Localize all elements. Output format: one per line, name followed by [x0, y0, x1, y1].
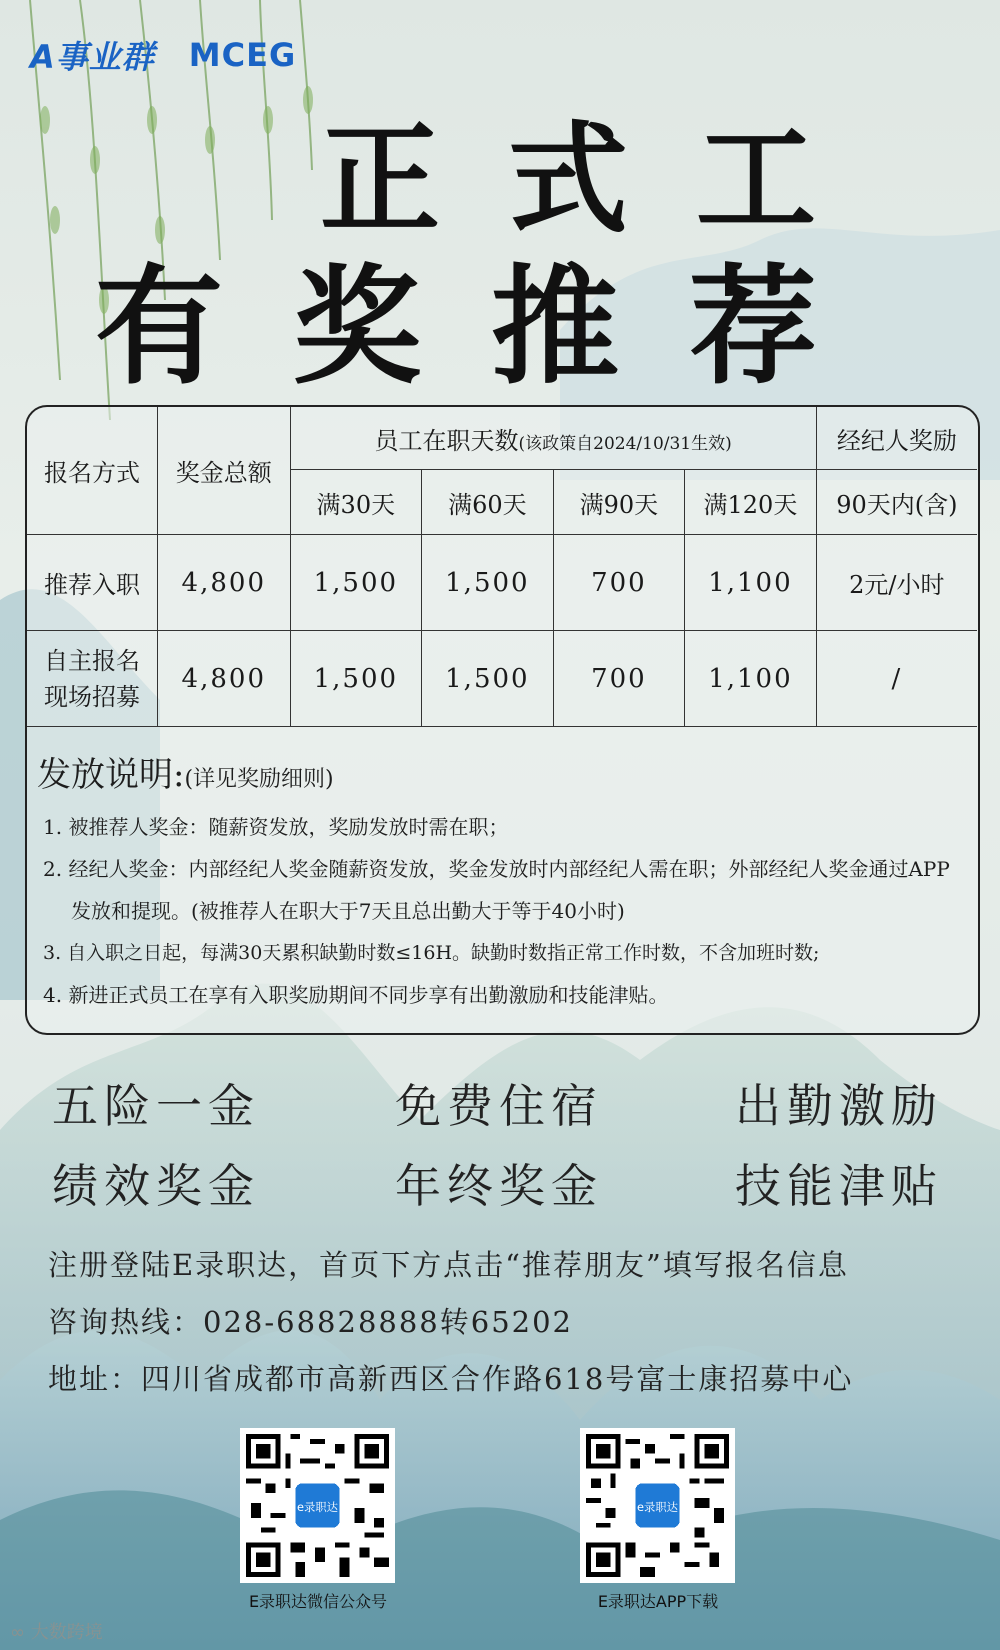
- qr-code-icon[interactable]: [580, 1428, 735, 1583]
- row-d120: 1,100: [685, 535, 817, 631]
- table-row: [27, 631, 977, 727]
- header-days-label: 员工在职天数: [374, 426, 519, 455]
- hotline: 咨询热线：028-68828888转65202: [48, 1305, 574, 1339]
- benefit-yearend: 年终奖金: [395, 1159, 603, 1213]
- qr-code-icon[interactable]: [240, 1428, 395, 1583]
- header-signup-method: 报名方式: [27, 407, 157, 535]
- row-d60: 1,500: [422, 535, 554, 631]
- notes-heading-sub: (详见奖励细则): [184, 767, 334, 792]
- row-d90: 700: [553, 631, 685, 727]
- row-method: [27, 631, 157, 727]
- subheader-90: 满90天: [553, 470, 685, 535]
- row-method: 推荐入职: [27, 535, 157, 631]
- note-item: 4. 新进正式员工在享有入职奖励期间不同步享有出勤激励和技能津贴。: [43, 983, 669, 1007]
- title-line-2: 有奖推荐: [95, 252, 888, 402]
- subheader-30: 满30天: [290, 470, 422, 535]
- notes-heading-main: 发放说明:: [37, 755, 185, 795]
- address: 地址：四川省成都市高新西区合作路618号富士康招募中心: [48, 1362, 854, 1396]
- note-item: 2. 经纪人奖金：内部经纪人奖金随薪资发放，奖金发放时内部经纪人需在职；外部经纪人奖金通过APP发放和提现。(被推荐人在职大于7天且总出勤大于等于40小时): [43, 857, 950, 923]
- header-days: [290, 407, 816, 470]
- qr-badge-text: e录职达: [637, 1499, 678, 1514]
- table-row: [27, 535, 977, 631]
- benefit-insurance: 五险一金: [52, 1079, 260, 1133]
- reward-table: [27, 407, 977, 727]
- subheader-agent: 90天内(含): [816, 470, 977, 535]
- row-agent: 2元/小时: [816, 535, 977, 631]
- benefit-housing: 免费住宿: [395, 1079, 603, 1133]
- row-d30: 1,500: [290, 535, 422, 631]
- watermark: [10, 1618, 103, 1644]
- logo-text: A事业群: [30, 38, 155, 76]
- note-item: 1. 被推荐人奖金：随薪资发放，奖励发放时需在职；: [43, 815, 509, 839]
- row-method-line1: 自主报名: [43, 646, 140, 675]
- header-total-bonus: 奖金总额: [157, 407, 290, 535]
- benefit-skill: 技能津贴: [735, 1159, 943, 1213]
- row-d30: 1,500: [290, 631, 422, 727]
- watermark-text: 大数跨境: [30, 1622, 103, 1643]
- register-instruction: 注册登陆E录职达，首页下方点击“推荐朋友”填写报名信息: [48, 1248, 849, 1282]
- row-method-line2: 现场招募: [43, 682, 140, 711]
- payout-notes: [37, 747, 967, 1016]
- qr-wechat-label: E录职达微信公众号: [248, 1592, 388, 1611]
- qr-badge-text: e录职达: [297, 1499, 338, 1514]
- qr-app-label: E录职达APP下载: [597, 1592, 719, 1611]
- row-d120: 1,100: [685, 631, 817, 727]
- title-line-1: 正式工: [320, 109, 884, 250]
- benefit-performance: 绩效奖金: [52, 1159, 260, 1213]
- subheader-60: 满60天: [422, 470, 554, 535]
- notes-heading: [37, 747, 967, 796]
- header-agent-reward: 经纪人奖励: [816, 407, 977, 470]
- watermark-icon: ∞: [10, 1622, 31, 1643]
- row-agent: /: [816, 631, 977, 727]
- row-d90: 700: [553, 535, 685, 631]
- qr-app[interactable]: [580, 1428, 748, 1612]
- subheader-120: 满120天: [685, 470, 817, 535]
- benefit-attendance: 出勤激励: [735, 1079, 943, 1133]
- brand-logo: [30, 32, 296, 78]
- reward-panel: [25, 405, 980, 1035]
- row-total: 4,800: [157, 535, 290, 631]
- row-d60: 1,500: [422, 631, 554, 727]
- header-days-note: (该政策自2024/10/31生效): [518, 433, 732, 454]
- row-total: 4,800: [157, 631, 290, 727]
- qr-wechat[interactable]: [240, 1428, 408, 1612]
- logo-english: MCEG: [188, 36, 297, 74]
- note-item: 3. 自入职之日起，每满30天累积缺勤时数≤16H。缺勤时数指正常工作时数，不含加班时数;: [43, 942, 820, 964]
